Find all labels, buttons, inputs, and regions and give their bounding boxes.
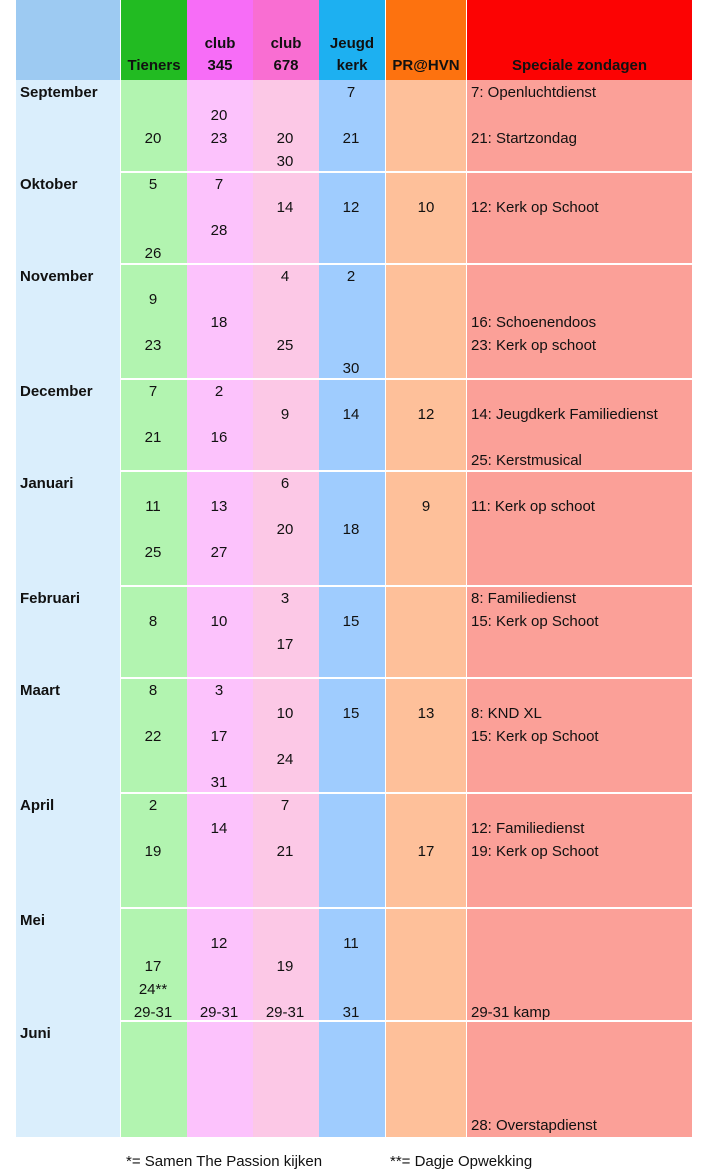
speciale-zondag-entry: 11: Kerk op schoot [471,498,595,515]
tieners-date: 11 [145,498,161,515]
row-separator [121,585,692,587]
month-label: Februari [20,590,81,607]
prhvn-date: 12 [417,406,435,423]
club345-date: 29-31 [199,1004,239,1021]
tieners-date: 29-31 [133,1004,173,1021]
jeugdkerk-date: 2 [346,268,356,285]
club678-date: 20 [276,521,294,538]
speciale-zondag-entry: 23: Kerk op schoot [471,337,597,354]
speciale-zondag-entry: 21: Startzondag [471,130,577,147]
club678-date: 4 [280,268,290,285]
speciale-zondag-entry: 8: KND XL [471,705,542,722]
club345-date: 13 [210,498,228,515]
tieners-date: 2 [148,797,158,814]
club678-date: 10 [276,705,294,722]
tieners-date: 21 [144,429,162,446]
tieners-date: 22 [144,728,162,745]
speciale-zondag-entry: 12: Familiedienst [471,820,585,837]
club678-date: 20 [276,130,294,147]
jeugdkerk-date: 11 [343,935,359,952]
club678-date: 25 [276,337,294,354]
tieners-date: 24** [138,981,168,998]
club345-date: 14 [210,820,228,837]
header-club345: club 345 [187,0,253,80]
row-separator [121,263,692,265]
tieners-date: 8 [148,613,158,630]
club678-date: 17 [276,636,294,653]
club678-date: 21 [276,843,294,860]
prhvn-date: 9 [421,498,431,515]
club345-date: 7 [214,176,224,193]
row-separator [121,470,692,472]
jeugdkerk-column-bg [319,80,385,1137]
row-separator [121,907,692,909]
tieners-date: 19 [144,843,162,860]
club345-date: 16 [210,429,228,446]
speciale-zondag-entry: 12: Kerk op Schoot [471,199,599,216]
club678-date: 7 [280,797,290,814]
month-label: November [20,268,94,285]
tieners-date: 7 [148,383,158,400]
club345-date: 27 [210,544,228,561]
header-speciale-zondagen: Speciale zondagen [467,0,692,80]
club345-date: 17 [210,728,228,745]
club345-date: 31 [210,774,228,791]
club345-date: 23 [210,130,228,147]
header-tieners: Tieners [121,0,187,80]
jeugdkerk-date: 18 [342,521,360,538]
tieners-date: 5 [148,176,158,193]
month-label: December [20,383,93,400]
footnote-single-star: *= Samen The Passion kijken [126,1153,323,1170]
speciale-zondag-entry: 28: Overstapdienst [471,1117,597,1134]
club678-date: 14 [276,199,294,216]
club345-date: 28 [210,222,228,239]
club678-date: 3 [280,590,290,607]
jeugdkerk-date: 7 [346,84,356,101]
footnote-double-star: **= Dagje Opwekking [390,1153,533,1170]
jeugdkerk-date: 15 [342,613,360,630]
speciale-zondag-entry: 15: Kerk op Schoot [471,728,599,745]
prhvn-date: 13 [417,705,435,722]
club678-date: 6 [280,475,290,492]
prhvn-date: 10 [417,199,435,216]
tieners-column-bg [121,80,187,1137]
speciale-zondag-entry: 25: Kerstmusical [471,452,582,469]
speciale-zondag-entry: 16: Schoenendoos [471,314,597,331]
club678-date: 29-31 [265,1004,305,1021]
tieners-date: 17 [144,958,162,975]
jeugdkerk-date: 15 [342,705,360,722]
club345-date: 12 [210,935,228,952]
month-label: Oktober [20,176,78,193]
month-label: Juni [20,1025,51,1042]
club345-date: 20 [210,107,228,124]
tieners-date: 25 [144,544,162,561]
header-jeugdkerk: Jeugd kerk [319,0,385,80]
month-label: Maart [20,682,61,699]
month-label: April [20,797,55,814]
header-prhvn: PR@HVN [386,0,466,80]
speciale-zondag-entry: 29-31 kamp [471,1004,551,1021]
jeugdkerk-date: 31 [342,1004,360,1021]
speciale-zondag-entry: 15: Kerk op Schoot [471,613,599,630]
club345-date: 2 [214,383,224,400]
prhvn-date: 17 [417,843,435,860]
club678-date: 9 [280,406,290,423]
row-separator [121,378,692,380]
club678-date: 24 [276,751,294,768]
club345-date: 3 [214,682,224,699]
month-label: September [20,84,98,101]
speciale-zondag-entry: 7: Openluchtdienst [471,84,597,101]
row-separator [121,171,692,173]
jeugdkerk-date: 14 [342,406,360,423]
jeugdkerk-date: 12 [342,199,360,216]
row-separator [121,677,692,679]
club345-date: 18 [210,314,228,331]
club678-date: 19 [276,958,294,975]
jeugdkerk-date: 30 [342,360,360,377]
tieners-date: 20 [144,130,162,147]
header-month [16,0,120,80]
month-label: Januari [20,475,74,492]
club678-date: 30 [276,153,294,170]
speciale-zondag-entry: 14: Jeugdkerk Familiedienst [471,406,658,423]
speciale-zondag-entry: 19: Kerk op Schoot [471,843,599,860]
tieners-date: 23 [144,337,162,354]
speciale-zondag-entry: 8: Familiedienst [471,590,577,607]
month-label: Mei [20,912,46,929]
prhvn-column-bg [386,80,466,1137]
header-club678: club 678 [253,0,319,80]
club345-date: 10 [210,613,228,630]
tieners-date: 8 [148,682,158,699]
tieners-date: 9 [148,291,158,308]
jeugdkerk-date: 21 [342,130,360,147]
tieners-date: 26 [144,245,162,262]
